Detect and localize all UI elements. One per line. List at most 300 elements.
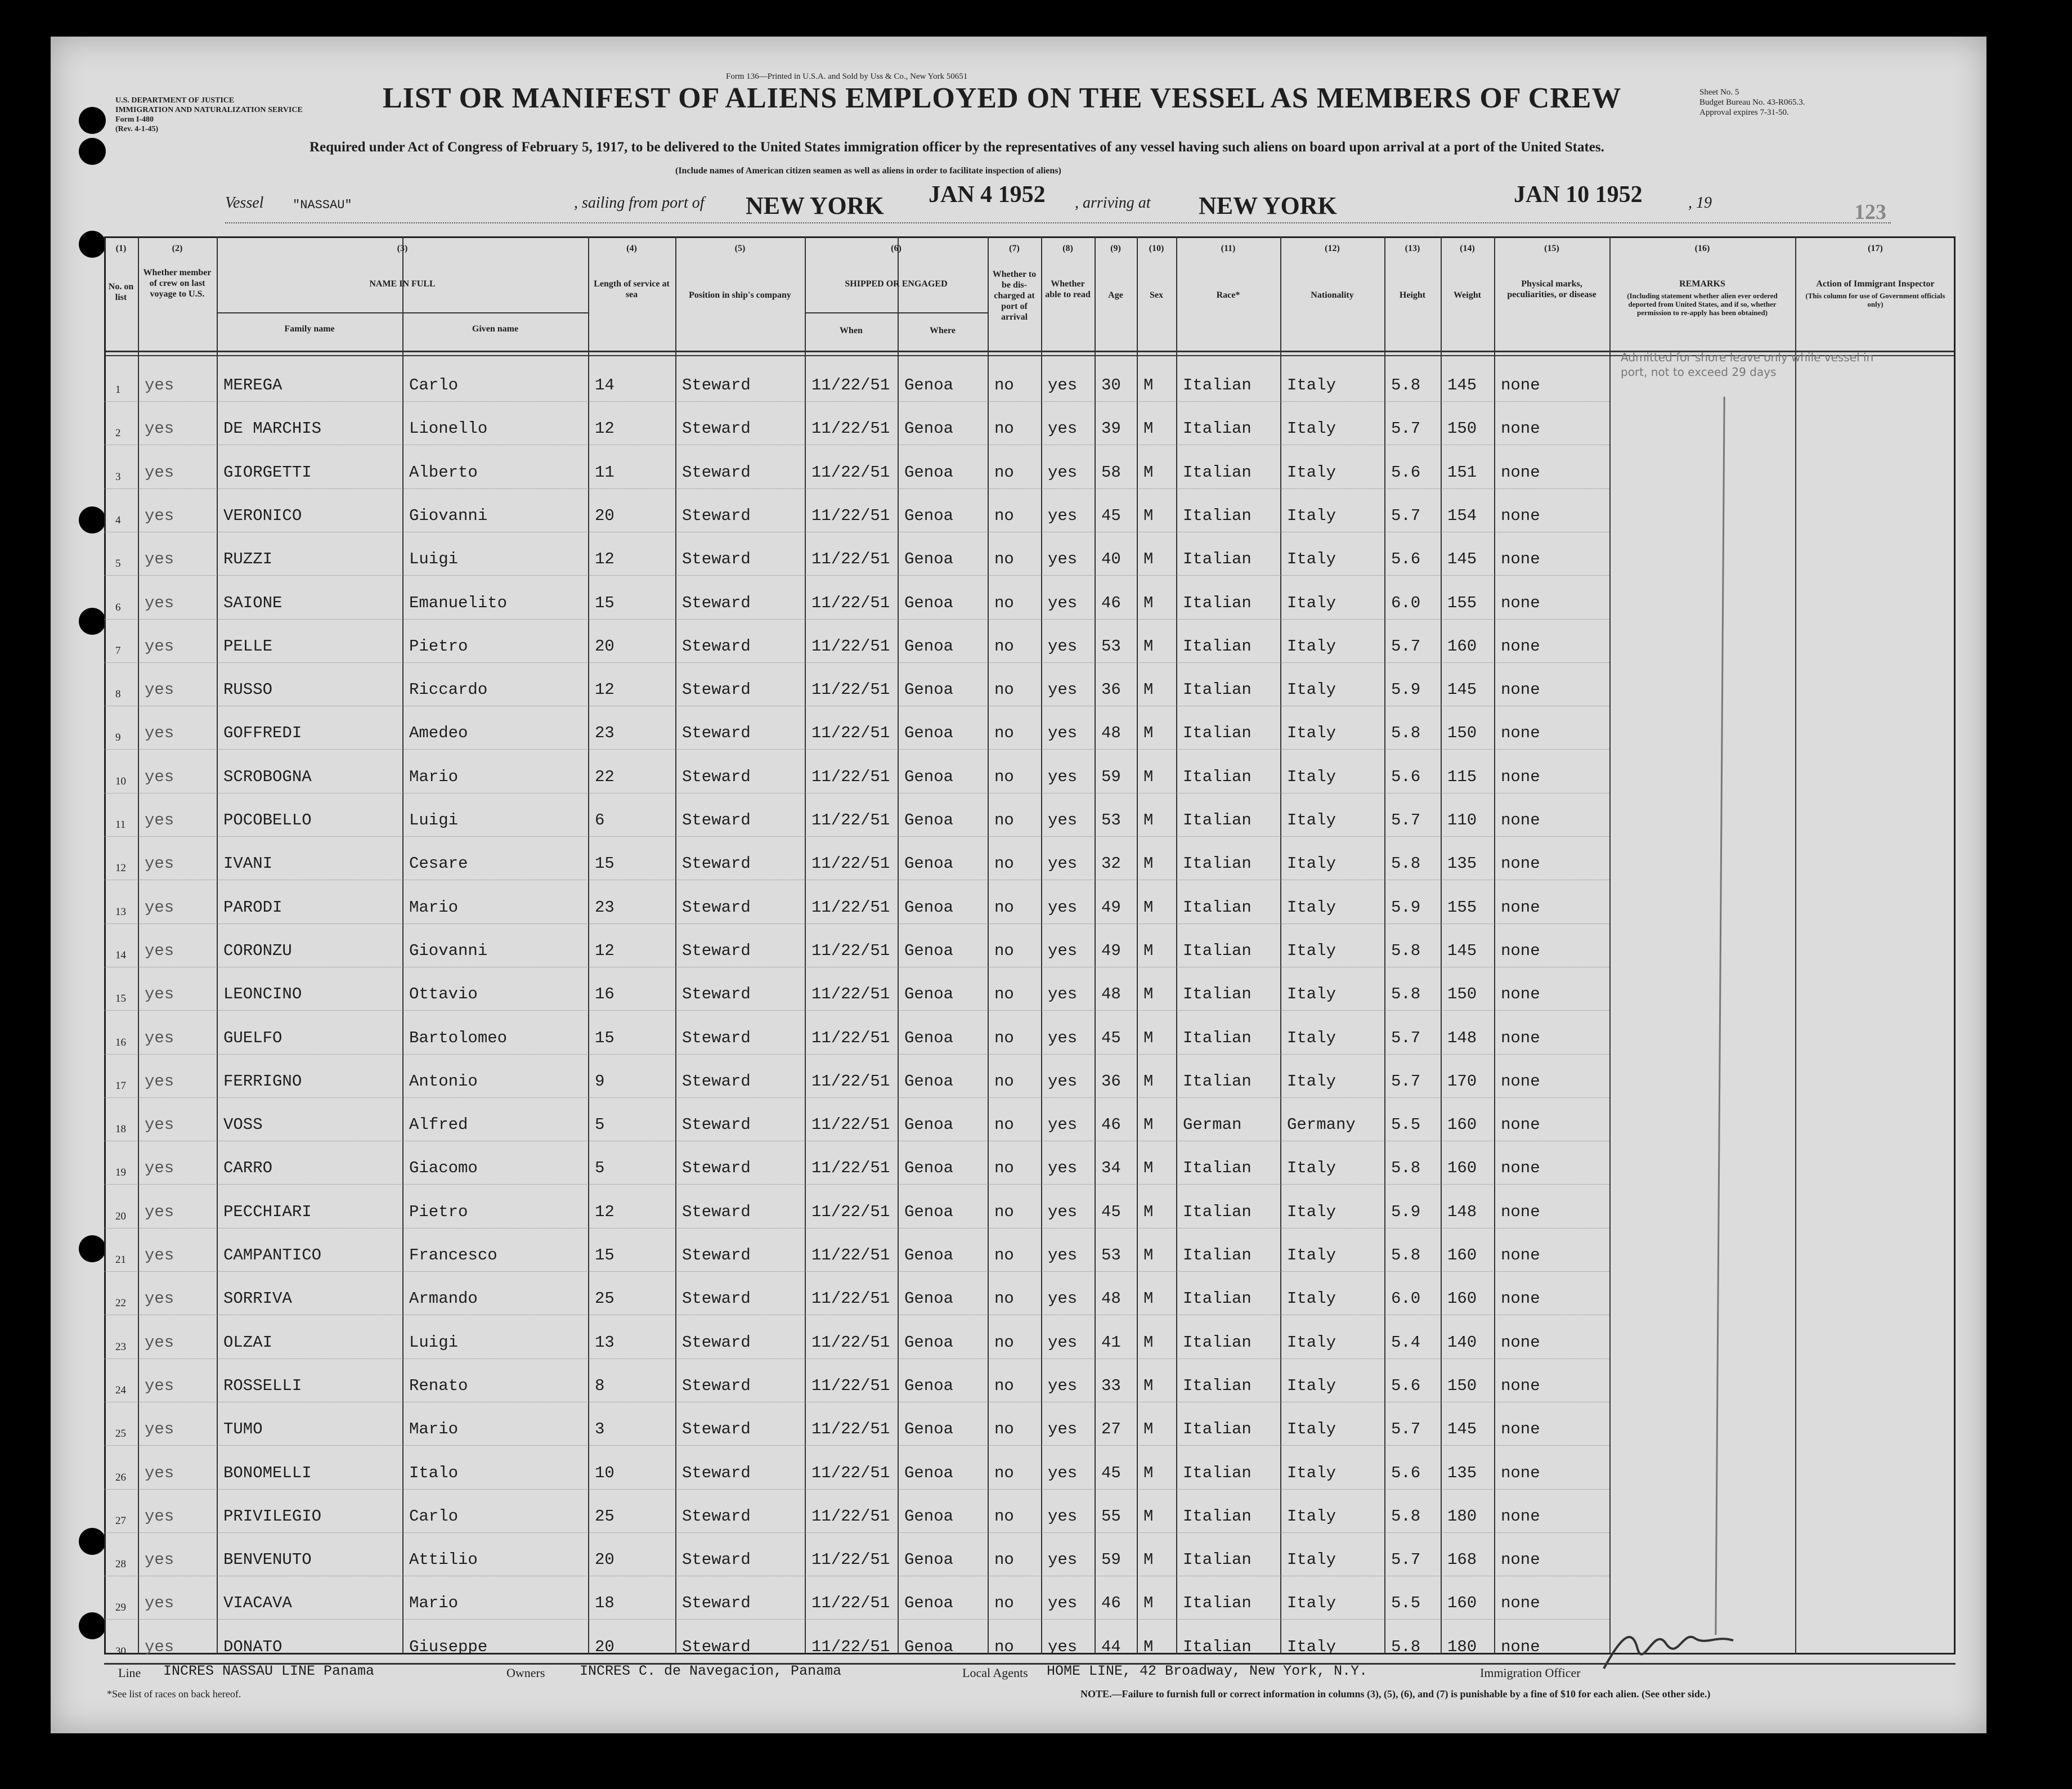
cell-member: yes <box>145 1289 174 1308</box>
binder-hole <box>79 138 106 165</box>
department-block <box>115 96 303 134</box>
row-number: 24 <box>115 1384 126 1396</box>
column-rule <box>1384 236 1385 1655</box>
cell-sex: M <box>1143 985 1154 1004</box>
column-rule <box>1041 236 1042 1655</box>
cell-where: Genoa <box>904 724 954 743</box>
cell-when: 11/22/51 <box>811 985 890 1004</box>
column-number: (9) <box>1110 244 1121 253</box>
cell-when: 11/22/51 <box>811 1376 890 1395</box>
cell-nationality: Italy <box>1287 593 1337 612</box>
row-number: 29 <box>115 1602 126 1614</box>
cell-nationality: Italy <box>1287 463 1337 482</box>
cell-read: yes <box>1048 1550 1078 1570</box>
cell-discharged: no <box>994 593 1014 612</box>
cell-where: Genoa <box>904 898 954 917</box>
column-rule <box>1609 236 1611 1655</box>
cell-height: 5.6 <box>1391 1463 1421 1482</box>
binder-hole <box>79 506 106 533</box>
arrive-date: JAN 10 1952 <box>1514 182 1643 208</box>
row-number: 1 <box>115 384 121 396</box>
line-label: Line <box>118 1666 141 1680</box>
cell-family: PELLE <box>223 636 273 656</box>
cell-marks: none <box>1501 1550 1540 1570</box>
cell-position: Steward <box>682 767 751 786</box>
cell-age: 33 <box>1101 1376 1121 1395</box>
cell-length: 15 <box>595 1246 615 1265</box>
cell-length: 23 <box>595 724 615 743</box>
cell-race: Italian <box>1183 376 1252 394</box>
cell-when: 11/22/51 <box>811 1333 890 1352</box>
cell-given: Luigi <box>409 811 459 830</box>
cell-height: 5.7 <box>1391 1420 1421 1439</box>
cell-discharged: no <box>994 1159 1014 1178</box>
cell-nationality: Italy <box>1287 1420 1337 1439</box>
cell-race: Italian <box>1183 1071 1252 1091</box>
page-title: LIST OR MANIFEST OF ALIENS EMPLOYED ON THE VESSEL AS MEMBERS OF CREW <box>383 82 1622 114</box>
department-name: U.S. DEPARTMENT OF JUSTICE <box>115 96 235 105</box>
row-rule <box>104 401 1609 402</box>
row-rule <box>104 1097 1609 1098</box>
column-rule <box>1095 236 1096 1655</box>
row-rule <box>104 1618 1609 1620</box>
row-number: 2 <box>115 427 121 440</box>
cell-when: 11/22/51 <box>811 680 890 700</box>
cell-nationality: Italy <box>1287 1637 1337 1656</box>
cell-where: Genoa <box>904 463 954 482</box>
cell-race: Italian <box>1183 767 1252 786</box>
header-discharged: Whether to be dis-charged at port of arrival <box>992 270 1037 322</box>
cell-sex: M <box>1143 1289 1154 1308</box>
binder-hole <box>79 231 106 258</box>
cell-position: Steward <box>682 811 751 830</box>
cell-race: Italian <box>1183 463 1252 482</box>
cell-sex: M <box>1143 811 1154 830</box>
cell-given: Carlo <box>409 1506 459 1526</box>
cell-length: 16 <box>595 985 615 1004</box>
cell-age: 39 <box>1101 419 1121 438</box>
row-number: 9 <box>115 732 121 744</box>
cell-where: Genoa <box>904 1463 954 1482</box>
header-when: When <box>840 326 863 335</box>
cell-position: Steward <box>682 1071 751 1091</box>
cell-height: 5.8 <box>1391 1506 1421 1526</box>
header-given: Given name <box>472 324 519 334</box>
cell-when: 11/22/51 <box>811 941 890 960</box>
cell-position: Steward <box>682 506 751 525</box>
owners-value: INCRES C. de Navegacion, Panama <box>580 1663 842 1679</box>
cell-family: RUZZI <box>223 550 273 569</box>
cell-where: Genoa <box>904 1637 954 1656</box>
cell-read: yes <box>1048 767 1078 786</box>
cell-race: Italian <box>1183 636 1252 656</box>
cell-race: Italian <box>1183 985 1252 1004</box>
cell-nationality: Italy <box>1287 680 1337 700</box>
cell-position: Steward <box>682 1376 751 1395</box>
cell-family: TUMO <box>223 1420 263 1439</box>
cell-weight: 135 <box>1447 854 1477 873</box>
cell-given: Luigi <box>409 1333 459 1352</box>
cell-marks: none <box>1501 593 1540 612</box>
row-number: 15 <box>115 993 126 1005</box>
cell-family: LEONCINO <box>223 985 302 1004</box>
cell-race: Italian <box>1183 811 1252 830</box>
cell-when: 11/22/51 <box>811 419 890 438</box>
cell-height: 5.9 <box>1391 1202 1421 1221</box>
column-number: (6) <box>891 244 902 253</box>
cell-nationality: Italy <box>1287 636 1337 656</box>
revision: (Rev. 4-1-45) <box>115 125 159 133</box>
cell-marks: none <box>1501 506 1540 525</box>
cell-member: yes <box>145 636 174 656</box>
cell-position: Steward <box>682 724 751 743</box>
cell-where: Genoa <box>904 1289 954 1308</box>
cell-weight: 155 <box>1447 898 1477 917</box>
cell-when: 11/22/51 <box>811 376 890 394</box>
column-rule <box>217 236 218 1655</box>
row-number: 26 <box>115 1471 126 1483</box>
cell-position: Steward <box>682 1420 751 1439</box>
header-weight: Weight <box>1454 290 1481 300</box>
cell-race: Italian <box>1183 1028 1252 1047</box>
column-number: (16) <box>1694 244 1710 253</box>
cell-where: Genoa <box>904 1420 954 1439</box>
cell-race: Italian <box>1183 1202 1252 1221</box>
cell-height: 5.8 <box>1391 376 1421 394</box>
column-rule <box>1795 236 1796 1655</box>
cell-nationality: Italy <box>1287 1071 1337 1091</box>
row-number: 17 <box>115 1079 126 1092</box>
row-rule <box>104 1140 1609 1141</box>
cell-discharged: no <box>994 1637 1014 1656</box>
cell-given: Luigi <box>409 550 459 569</box>
cell-position: Steward <box>682 1159 751 1178</box>
cell-sex: M <box>1143 550 1154 569</box>
cell-given: Mario <box>409 1594 459 1613</box>
cell-height: 5.8 <box>1391 985 1421 1004</box>
cell-given: Mario <box>409 898 459 917</box>
cell-read: yes <box>1048 1071 1078 1091</box>
cell-weight: 145 <box>1447 680 1477 700</box>
header-nationality: Nationality <box>1311 290 1354 300</box>
cell-given: Pietro <box>409 1202 468 1221</box>
cell-where: Genoa <box>904 376 954 394</box>
cell-member: yes <box>145 811 174 830</box>
sheet-number: Sheet No. 5 <box>1699 88 1739 97</box>
cell-length: 25 <box>595 1506 615 1526</box>
cell-marks: none <box>1501 1289 1540 1308</box>
row-rule <box>104 792 1609 793</box>
cell-length: 23 <box>595 898 615 917</box>
cell-given: Lionello <box>409 419 488 438</box>
cell-age: 45 <box>1101 506 1121 525</box>
column-number: (4) <box>626 244 637 253</box>
cell-nationality: Germany <box>1287 1115 1356 1135</box>
cell-read: yes <box>1048 1115 1078 1135</box>
row-rule <box>104 1532 1609 1533</box>
cell-sex: M <box>1143 419 1154 438</box>
cell-given: Alberto <box>409 463 478 482</box>
cell-sex: M <box>1143 680 1154 700</box>
cell-discharged: no <box>994 767 1014 786</box>
cell-given: Giovanni <box>409 506 488 525</box>
cell-member: yes <box>145 1550 174 1570</box>
cell-sex: M <box>1143 1246 1154 1265</box>
cell-age: 40 <box>1101 550 1121 569</box>
cell-sex: M <box>1143 1115 1154 1135</box>
cell-sex: M <box>1143 1071 1154 1091</box>
header-length: Length of service at sea <box>594 279 670 299</box>
binder-hole <box>79 608 106 635</box>
cell-height: 5.9 <box>1391 680 1421 700</box>
cell-family: CARRO <box>223 1159 273 1178</box>
column-number: (13) <box>1405 244 1420 253</box>
cell-member: yes <box>145 506 174 525</box>
cell-when: 11/22/51 <box>811 636 890 656</box>
cell-length: 15 <box>595 854 615 873</box>
cell-height: 5.8 <box>1391 1637 1421 1656</box>
cell-height: 5.8 <box>1391 1159 1421 1178</box>
cell-where: Genoa <box>904 1071 954 1091</box>
cell-marks: none <box>1501 680 1540 700</box>
row-number: 4 <box>115 514 121 526</box>
cell-discharged: no <box>994 898 1014 917</box>
cell-age: 32 <box>1101 854 1121 873</box>
owners-label: Owners <box>506 1666 545 1680</box>
cell-member: yes <box>145 550 174 569</box>
cell-weight: 145 <box>1447 941 1477 960</box>
cell-family: GIORGETTI <box>223 463 312 482</box>
cell-position: Steward <box>682 1463 751 1482</box>
cell-nationality: Italy <box>1287 506 1337 525</box>
cell-position: Steward <box>682 941 751 960</box>
header-height: Height <box>1399 290 1426 300</box>
cell-race: Italian <box>1183 593 1252 612</box>
cell-discharged: no <box>994 1028 1014 1047</box>
cell-given: Italo <box>409 1463 459 1482</box>
cell-given: Renato <box>409 1376 468 1395</box>
cell-weight: 110 <box>1447 811 1477 830</box>
column-rule <box>805 236 806 1655</box>
cell-where: Genoa <box>904 1594 954 1613</box>
header-physical: Physical marks, peculiarities, or disease <box>1507 279 1596 299</box>
cell-position: Steward <box>682 1289 751 1308</box>
cell-given: Mario <box>409 1420 459 1439</box>
row-rule <box>104 923 1609 924</box>
cell-age: 48 <box>1101 724 1121 743</box>
cell-read: yes <box>1048 593 1078 612</box>
cell-height: 5.8 <box>1391 941 1421 960</box>
cell-position: Steward <box>682 985 751 1004</box>
officer-signature <box>1598 1615 1756 1677</box>
cell-where: Genoa <box>904 941 954 960</box>
cell-member: yes <box>145 898 174 917</box>
cell-sex: M <box>1143 376 1154 394</box>
row-number: 28 <box>115 1558 126 1571</box>
cell-marks: none <box>1501 1246 1540 1265</box>
cell-read: yes <box>1048 550 1078 569</box>
cell-discharged: no <box>994 1506 1014 1526</box>
cell-given: Mario <box>409 767 459 786</box>
cell-when: 11/22/51 <box>811 1202 890 1221</box>
cell-position: Steward <box>682 419 751 438</box>
cell-read: yes <box>1048 1594 1078 1613</box>
cell-marks: none <box>1501 376 1540 394</box>
cell-age: 53 <box>1101 811 1121 830</box>
cell-where: Genoa <box>904 1376 954 1395</box>
cell-member: yes <box>145 1202 174 1221</box>
row-number: 6 <box>115 601 121 613</box>
cell-age: 55 <box>1101 1506 1121 1526</box>
line-value: INCRES NASSAU LINE Panama <box>163 1663 375 1679</box>
cell-discharged: no <box>994 463 1014 482</box>
cell-length: 10 <box>595 1463 615 1482</box>
cell-sex: M <box>1143 767 1154 786</box>
cell-weight: 151 <box>1447 463 1477 482</box>
header-read: Whether able to read <box>1045 279 1091 299</box>
cell-discharged: no <box>994 1246 1014 1265</box>
cell-race: Italian <box>1183 1376 1252 1395</box>
cell-nationality: Italy <box>1287 1159 1337 1178</box>
column-rule <box>675 236 676 1655</box>
cell-discharged: no <box>994 1550 1014 1570</box>
act-text: Required under Act of Congress of February 5, 1917, to be delivered to the United States immigration officer by the representatives of any vessel having such aliens on board upon arrival at a port of the United States. <box>310 140 1604 155</box>
cell-marks: none <box>1501 419 1540 438</box>
row-rule <box>104 444 1609 445</box>
row-number: 20 <box>115 1210 126 1222</box>
cell-member: yes <box>145 1159 174 1178</box>
cell-height: 5.7 <box>1391 419 1421 438</box>
row-rule <box>104 618 1609 620</box>
cell-height: 5.8 <box>1391 724 1421 743</box>
cell-member: yes <box>145 1594 174 1613</box>
cell-family: VERONICO <box>223 506 302 525</box>
cell-read: yes <box>1048 506 1078 525</box>
cell-sex: M <box>1143 1463 1154 1482</box>
row-rule <box>104 1401 1609 1402</box>
cell-weight: 140 <box>1447 1333 1477 1352</box>
cell-position: Steward <box>682 636 751 656</box>
cell-when: 11/22/51 <box>811 724 890 743</box>
cell-member: yes <box>145 680 174 700</box>
cell-height: 5.8 <box>1391 1246 1421 1265</box>
cell-read: yes <box>1048 1289 1078 1308</box>
cell-weight: 170 <box>1447 1071 1477 1091</box>
column-rule <box>1176 236 1177 1655</box>
vessel-label: Vessel <box>225 194 264 212</box>
vessel-rule <box>225 222 1891 223</box>
cell-position: Steward <box>682 1246 751 1265</box>
cell-length: 3 <box>595 1420 605 1439</box>
cell-family: SORRIVA <box>223 1289 292 1308</box>
cell-age: 46 <box>1101 1115 1121 1135</box>
cell-length: 5 <box>595 1115 605 1135</box>
cell-position: Steward <box>682 593 751 612</box>
cell-family: PRIVILEGIO <box>223 1506 322 1526</box>
binder-hole <box>79 107 106 134</box>
cell-nationality: Italy <box>1287 419 1337 438</box>
row-rule <box>104 836 1609 837</box>
cell-given: Giuseppe <box>409 1637 488 1656</box>
cell-read: yes <box>1048 1202 1078 1221</box>
cell-when: 11/22/51 <box>811 1289 890 1308</box>
cell-nationality: Italy <box>1287 1289 1337 1308</box>
cell-age: 41 <box>1101 1333 1121 1352</box>
cell-when: 11/22/51 <box>811 1506 890 1526</box>
cell-weight: 145 <box>1447 376 1477 394</box>
cell-where: Genoa <box>904 1333 954 1352</box>
cell-where: Genoa <box>904 1506 954 1526</box>
column-number: (11) <box>1221 244 1236 253</box>
binder-hole <box>79 1235 106 1262</box>
cell-length: 25 <box>595 1289 615 1308</box>
cell-where: Genoa <box>904 811 954 830</box>
column-number: (8) <box>1062 244 1073 253</box>
cell-nationality: Italy <box>1287 724 1337 743</box>
cell-weight: 145 <box>1447 550 1477 569</box>
service-name: IMMIGRATION AND NATURALIZATION SERVICE <box>115 106 303 114</box>
cell-age: 59 <box>1101 767 1121 786</box>
cell-marks: none <box>1501 985 1540 1004</box>
cell-age: 59 <box>1101 1550 1121 1570</box>
cell-nationality: Italy <box>1287 1506 1337 1526</box>
row-rule <box>104 1271 1609 1272</box>
cell-weight: 150 <box>1447 985 1477 1004</box>
cell-race: Italian <box>1183 419 1252 438</box>
cell-family: BENVENUTO <box>223 1550 312 1570</box>
cell-where: Genoa <box>904 1115 954 1135</box>
binder-hole <box>79 1528 106 1555</box>
cell-length: 20 <box>595 1550 615 1570</box>
cell-where: Genoa <box>904 1202 954 1221</box>
cell-when: 11/22/51 <box>811 854 890 873</box>
cell-given: Giacomo <box>409 1159 478 1178</box>
cell-length: 13 <box>595 1333 615 1352</box>
cell-length: 9 <box>595 1071 605 1091</box>
cell-family: DE MARCHIS <box>223 419 322 438</box>
cell-marks: none <box>1501 811 1540 830</box>
cell-sex: M <box>1143 1594 1154 1613</box>
cell-height: 5.9 <box>1391 898 1421 917</box>
cell-weight: 148 <box>1447 1202 1477 1221</box>
cell-when: 11/22/51 <box>811 1594 890 1613</box>
cell-member: yes <box>145 1028 174 1047</box>
cell-nationality: Italy <box>1287 376 1337 394</box>
cell-where: Genoa <box>904 985 954 1004</box>
cell-read: yes <box>1048 1376 1078 1395</box>
cell-member: yes <box>145 941 174 960</box>
cell-marks: none <box>1501 1376 1540 1395</box>
cell-position: Steward <box>682 1506 751 1526</box>
cell-sex: M <box>1143 1376 1154 1395</box>
cell-position: Steward <box>682 1028 751 1047</box>
cell-where: Genoa <box>904 1028 954 1047</box>
binder-hole <box>79 1612 106 1639</box>
cell-race: Italian <box>1183 854 1252 873</box>
cell-family: VIACAVA <box>223 1594 292 1613</box>
row-number: 30 <box>115 1645 126 1657</box>
row-rule <box>104 662 1609 663</box>
cell-age: 48 <box>1101 985 1121 1004</box>
cell-member: yes <box>145 985 174 1004</box>
column-rule <box>898 236 899 1655</box>
row-rule <box>104 1183 1609 1185</box>
cell-age: 36 <box>1101 680 1121 700</box>
cell-family: GUELFO <box>223 1028 282 1047</box>
cell-weight: 160 <box>1447 1594 1477 1613</box>
cell-length: 15 <box>595 593 615 612</box>
cell-nationality: Italy <box>1287 811 1337 830</box>
